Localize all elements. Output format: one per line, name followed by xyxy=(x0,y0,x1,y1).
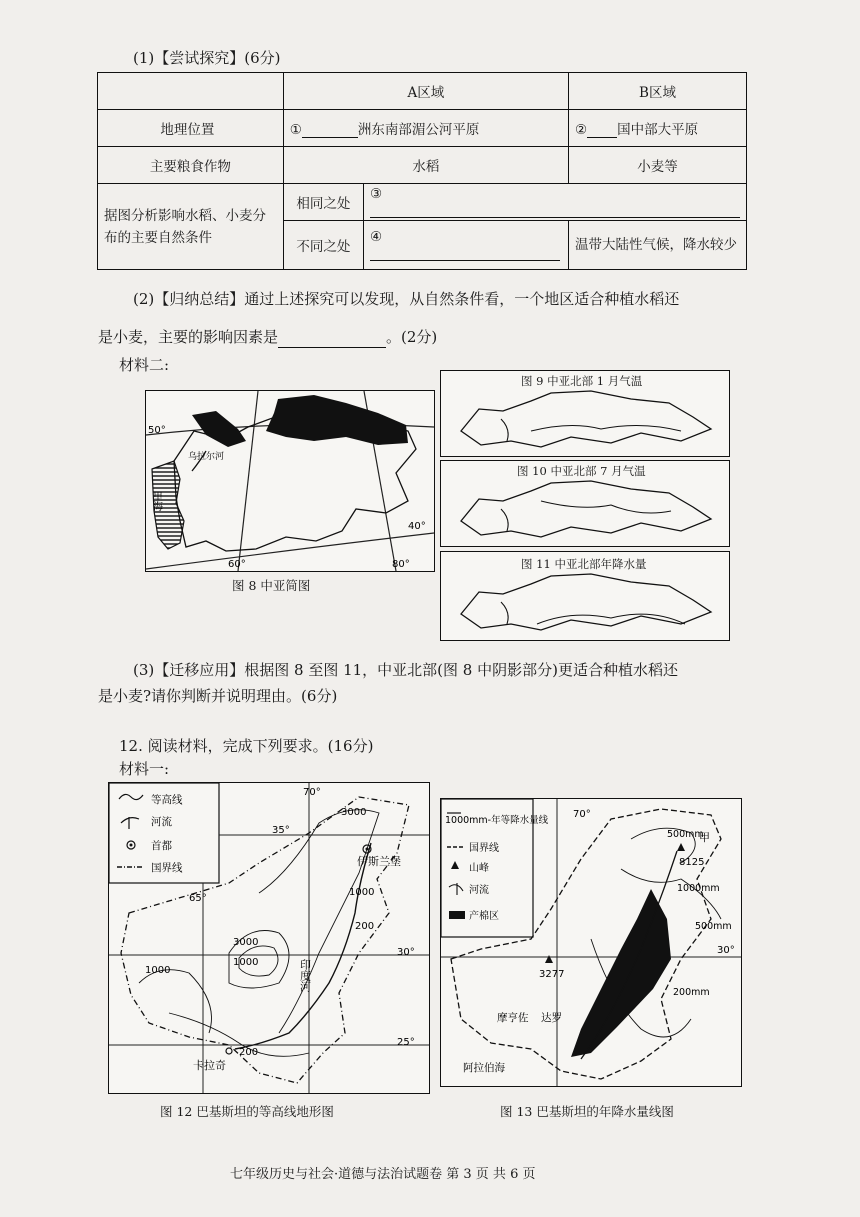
mohenjo-label: 摩亨佐 xyxy=(497,1012,529,1024)
q1-heading: (1)【尝试探究】(6分) xyxy=(133,49,281,67)
row-conditions-text: 据图分析影响水稻、小麦分布的主要自然条件 xyxy=(104,207,266,246)
row-crop-label: 主要粮食作物 xyxy=(98,147,284,184)
pakistan-precipitation-map xyxy=(441,799,741,1086)
pakistan-contour-map xyxy=(109,783,429,1093)
figure-12-map xyxy=(108,782,430,1094)
col-b-header: B区域 xyxy=(568,73,746,110)
contour-3000-north: 3000 xyxy=(341,807,367,818)
ural-river-label: 乌拉尔河 xyxy=(188,452,225,462)
figure-8-map xyxy=(145,390,435,572)
caspian-sea-label: 里海 xyxy=(150,491,162,511)
peak-8125-label: 8125 xyxy=(679,857,705,868)
figure-9-map xyxy=(440,370,730,457)
contour-200-east: 200 xyxy=(355,921,375,932)
contour-200-south: 200 xyxy=(239,1047,259,1058)
legend-cotton: 产棉区 xyxy=(469,911,499,922)
q2-line2-post: 。(2分) xyxy=(386,328,438,346)
indus-river-label: 印度河 xyxy=(298,959,312,992)
daro-label: 达罗 xyxy=(541,1012,562,1024)
isohyet-200: 200mm xyxy=(673,987,710,998)
figure-11-title: 图 11 中亚北部年降水量 xyxy=(521,557,647,571)
q2-line1: (2)【归纳总结】通过上述探究可以发现，从自然条件看，一个地区适合种植水稻还 xyxy=(133,290,680,308)
diff-b: 温带大陆性气候，降水较少 xyxy=(568,221,746,270)
isohyet-500-east: 500mm xyxy=(695,921,732,932)
legend-contour: 等高线 xyxy=(151,794,183,806)
city-karachi-label: 卡拉奇 xyxy=(193,1059,226,1072)
point-jia-label: 甲 xyxy=(699,831,710,844)
figure-12-caption: 图 12 巴基斯坦的等高线地形图 xyxy=(160,1104,334,1119)
q12-heading: 12. 阅读材料，完成下列要求。(16分) xyxy=(119,737,374,755)
figure-10-map xyxy=(440,460,730,547)
figure-9-title: 图 9 中亚北部 1 月气温 xyxy=(521,374,643,388)
location-a: 洲东南部湄公河平原 xyxy=(357,122,480,138)
blank-1[interactable] xyxy=(302,137,358,138)
arabian-sea-label: 阿拉伯海 xyxy=(463,1062,505,1074)
figure-10-title: 图 10 中亚北部 7 月气温 xyxy=(517,464,646,478)
q2-answer-blank[interactable] xyxy=(278,329,386,348)
central-asia-map xyxy=(146,391,434,571)
blank-1-number: ① xyxy=(289,122,302,138)
diff-label: 不同之处 xyxy=(283,221,363,270)
blank-2[interactable] xyxy=(587,137,617,138)
location-b: 国中部大平原 xyxy=(617,122,699,138)
lat-30-label: 30° xyxy=(717,945,735,956)
lat-25-label: 25° xyxy=(397,1037,415,1048)
blank-4[interactable] xyxy=(370,260,560,261)
legend-river: 河流 xyxy=(151,816,172,828)
legend-isohyet: 1000mm-年等降水量线 xyxy=(445,815,549,826)
q3-line1: (3)【迁移应用】根据图 8 至图 11，中亚北部(图 8 中阴影部分)更适合种植水稻还 xyxy=(133,661,678,679)
lat-30-label: 30° xyxy=(397,947,415,958)
material2-label: 材料二: xyxy=(119,356,170,374)
lon-65-label: 65° xyxy=(189,893,207,904)
isohyet-500-north: 500mm xyxy=(667,829,704,840)
lat-40-label: 40° xyxy=(408,521,426,532)
legend-border: 国界线 xyxy=(469,843,499,854)
material1-label: 材料一: xyxy=(119,760,170,778)
crop-b: 小麦等 xyxy=(568,147,746,184)
q3-line2: 是小麦?请你判断并说明理由。(6分) xyxy=(98,687,338,705)
blank-3-number: ③ xyxy=(369,186,383,202)
lon-70-label: 70° xyxy=(303,787,321,798)
figure-8-caption: 图 8 中亚简图 xyxy=(232,578,311,593)
isohyet-1000: 1000mm xyxy=(677,883,720,894)
crop-a: 水稻 xyxy=(283,147,568,184)
contour-3000-west: 3000 xyxy=(233,937,259,948)
contour-1000-east: 1000 xyxy=(349,887,375,898)
peak-3277-label: 3277 xyxy=(539,969,565,980)
q2-line2-pre: 是小麦，主要的影响因素是 xyxy=(98,328,279,346)
legend-border: 国界线 xyxy=(151,862,183,874)
figure-13-caption: 图 13 巴基斯坦的年降水量线图 xyxy=(500,1104,674,1119)
legend-peak: 山峰 xyxy=(469,863,489,874)
legend-river: 河流 xyxy=(469,885,489,896)
row-conditions-label xyxy=(98,184,284,270)
legend-capital: 首都 xyxy=(151,840,172,852)
same-label: 相同之处 xyxy=(283,184,363,221)
blank-2-number: ② xyxy=(574,122,588,138)
contour-1000-west: 1000 xyxy=(145,965,171,976)
figure-13-map xyxy=(440,798,742,1087)
exploration-table xyxy=(97,72,747,270)
lon-60-label: 60° xyxy=(228,559,246,570)
lon-70-label: 70° xyxy=(573,809,591,820)
lat-35-label: 35° xyxy=(272,825,290,836)
capital-islamabad-label: 伊斯兰堡 xyxy=(357,855,401,868)
blank-4-number: ④ xyxy=(369,229,383,245)
lat-50-label: 50° xyxy=(148,425,166,436)
lon-80-label: 80° xyxy=(392,559,410,570)
figure-11-map xyxy=(440,551,730,641)
blank-3[interactable] xyxy=(370,217,740,218)
page-footer: 七年级历史与社会·道德与法治试题卷 第 3 页 共 6 页 xyxy=(230,1167,536,1182)
row-location-label: 地理位置 xyxy=(98,110,284,147)
col-a-header: A区域 xyxy=(283,73,568,110)
contour-1000-inner: 1000 xyxy=(233,957,259,968)
